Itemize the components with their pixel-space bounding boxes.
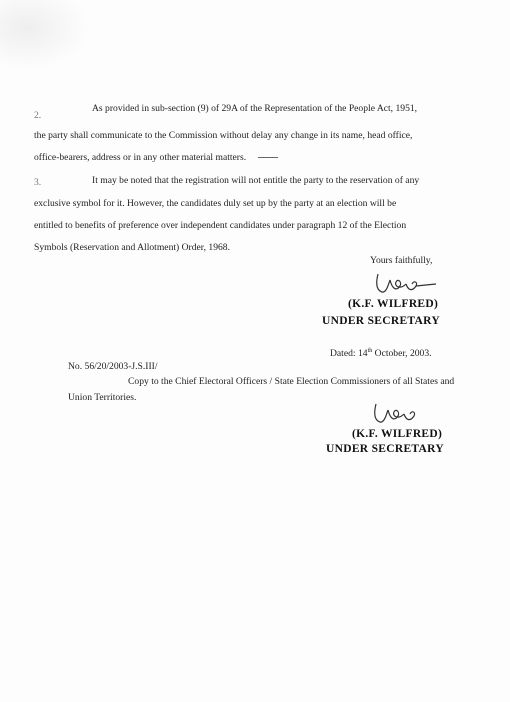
closing-text: Yours faithfully, <box>370 255 433 266</box>
para2-line3: office-bearers, address or in any other material matters. <box>34 152 247 163</box>
para3-line2: exclusive symbol for it. However, the candidates duly set up by the party at an election will be <box>34 198 397 209</box>
copy-line2: Union Territories. <box>68 392 137 403</box>
stray-mark <box>258 157 278 158</box>
signatory1-name: (K.F. WILFRED) <box>348 298 439 310</box>
signatory2-designation: UNDER SECRETARY <box>326 443 444 455</box>
para2-line1: As provided in sub-section (9) of 29A of the Representation of the People Act, 1951, <box>92 103 418 114</box>
para2-number: 2. <box>34 110 42 121</box>
signatory1-designation: UNDER SECRETARY <box>322 315 440 327</box>
date-line: Dated: 14th October, 2003. <box>330 347 432 359</box>
reference-number: No. 56/20/2003-J.S.III/ <box>68 361 158 372</box>
signature-1 <box>372 270 442 298</box>
scan-smudge <box>0 0 90 70</box>
signatory2-name: (K.F. WILFRED) <box>352 428 443 440</box>
para3-line4: Symbols (Reservation and Allotment) Order, 1968. <box>34 242 230 253</box>
copy-line1: Copy to the Chief Electoral Officers / State Election Commissioners of all States and <box>128 376 455 387</box>
para3-number: 3. <box>34 177 42 188</box>
para2-line2: the party shall communicate to the Commission without delay any change in its name, head office, <box>34 130 413 141</box>
signature-2 <box>370 400 440 428</box>
para3-line3: entitled to benefits of preference over independent candidates under paragraph 12 of the Election <box>34 220 407 231</box>
para3-line1: It may be noted that the registration will not entitle the party to the reservation of any <box>92 175 420 186</box>
